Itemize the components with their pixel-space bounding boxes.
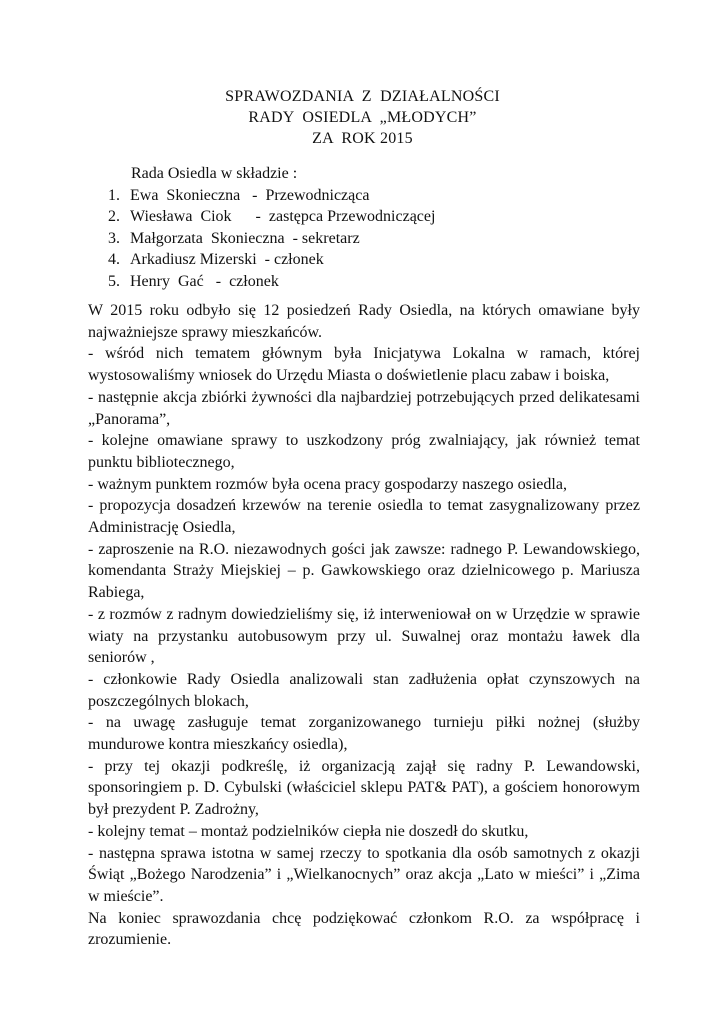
body-paragraph: Na koniec sprawozdania chcę podziękować członkom R.O. za współpracę i zrozumienie. (88, 909, 640, 949)
title-line-3: ZA ROK 2015 (312, 130, 413, 147)
body-paragraph: - zaproszenie na R.O. niezawodnych gości jak zawsze: radnego P. Lewandowskiego, komendanta Straży Miejskiej – p. Gawkowskiego oraz dzielnicowego p. Mariusza Rabiega, (88, 540, 640, 602)
member-item (108, 185, 435, 207)
document-title (0, 86, 725, 149)
member-number: 2. (108, 208, 120, 225)
member-item (108, 249, 435, 271)
report-body (88, 300, 640, 951)
title-line-1: SPRAWOZDANIA Z DZIAŁALNOŚCI (225, 88, 500, 105)
member-item (108, 271, 435, 293)
member-text: Wiesława Ciok - zastępca Przewodniczącej (130, 208, 436, 225)
body-paragraph: - z rozmów z radnym dowiedzieliśmy się, iż interweniował on w Urzędzie w sprawie wiaty na przystanku autobusowym przy ul. Suwalnej oraz montażu ławek dla seniorów , (88, 605, 640, 667)
members-intro: Rada Osiedla w składzie : (131, 165, 298, 182)
member-number: 5. (108, 272, 120, 290)
body-paragraph: - na uwagę zasługuje temat zorganizowanego turnieju piłki nożnej (służby mundurowe kontra mieszkańcy osiedla), (88, 714, 640, 754)
body-paragraph: - przy tej okazji podkreślę, iż organizacją zajął się radny P. Lewandowski, sponsoringiem p. D. Cybulski (właściciel sklepu PAT& PAT), a gościem honorowym był prezydent P. Zadrożny, (88, 757, 640, 819)
body-paragraph: - ważnym punktem rozmów była ocena pracy gospodarzy naszego osiedla, (88, 475, 567, 493)
body-paragraph: - wśród nich tematem głównym była Inicjatywa Lokalna w ramach, której wystosowaliśmy wniosek do Urzędu Miasta o doświetlenie placu zabaw i boiska, (88, 345, 640, 385)
member-text: Arkadiusz Mizerski - członek (130, 251, 324, 268)
member-number: 1. (108, 186, 120, 204)
body-paragraph: - następna sprawa istotna w samej rzeczy to spotkania dla osób samotnych z okazji Świąt „Bożego Narodzenia” i „Wielkanocnych” oraz akcja „Lato w mieści” i „Zima w mieście”. (88, 844, 640, 905)
body-paragraph: - kolejny temat – montaż podzielników ciepła nie doszedł do skutku, (88, 822, 529, 840)
member-text: Ewa Skonieczna - Przewodnicząca (130, 186, 370, 204)
member-number: 3. (108, 229, 120, 247)
member-item (108, 206, 435, 228)
members-list (108, 185, 435, 293)
members-section (108, 163, 435, 292)
body-paragraph: W 2015 roku odbyło się 12 posiedzeń Rady Osiedla, na których omawiane były najważniejsze sprawy mieszkańców. (88, 302, 640, 341)
title-line-2: RADY OSIEDLA „MŁODYCH” (248, 109, 477, 126)
body-paragraph: - propozycja dosadzeń krzewów na terenie osiedla to temat zasygnalizowany przez Administrację Osiedla, (88, 497, 640, 537)
body-paragraph: - następnie akcja zbiórki żywności dla najbardziej potrzebujących przed delikatesami „Panorama”, (88, 388, 640, 428)
member-text: Małgorzata Skonieczna - sekretarz (130, 229, 360, 247)
body-paragraph: - członkowie Rady Osiedla analizowali stan zadłużenia opłat czynszowych na poszczególnych blokach, (88, 670, 640, 710)
member-item (108, 228, 435, 250)
member-text: Henry Gać - członek (130, 272, 279, 290)
member-number: 4. (108, 251, 120, 268)
body-paragraph: - kolejne omawiane sprawy to uszkodzony próg zwalniający, jak również temat punktu bibliotecznego, (88, 432, 640, 471)
